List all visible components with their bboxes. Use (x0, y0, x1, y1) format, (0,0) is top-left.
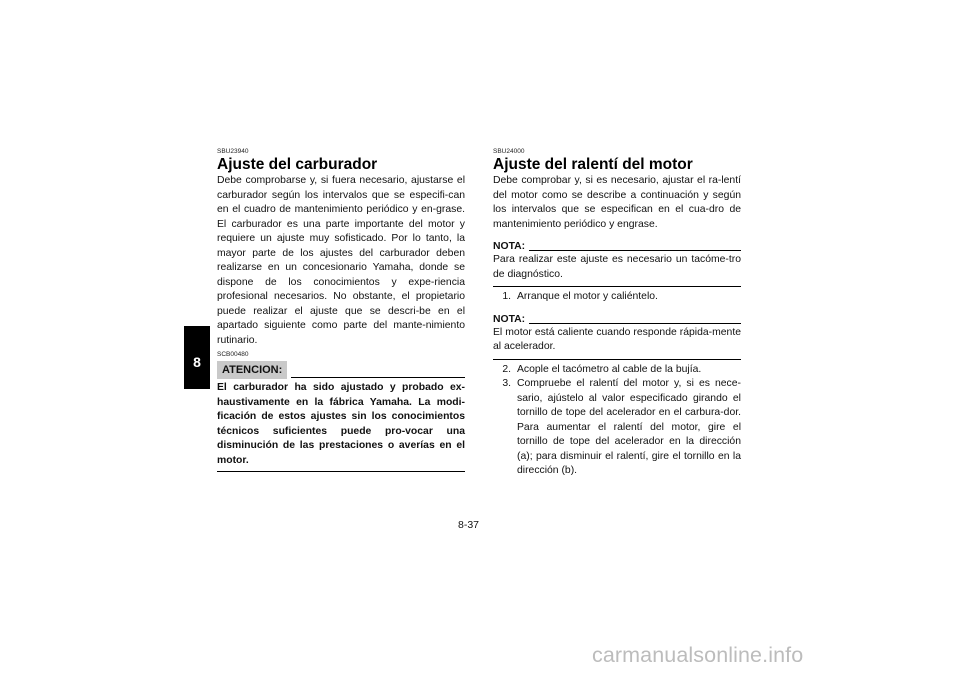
step-number: 1. (502, 291, 511, 302)
section-heading: Ajuste del ralentí del motor (493, 156, 693, 173)
chapter-tab (184, 326, 210, 389)
step-text: Arranque el motor y caliéntelo. (517, 291, 658, 302)
watermark: carmanualsonline.info (592, 643, 804, 667)
step-list (495, 363, 741, 479)
caution-rule (291, 377, 465, 378)
list-item (495, 363, 741, 378)
note-end-rule (493, 359, 741, 360)
note-label: NOTA: (493, 241, 526, 252)
caution-label: ATENCION: (217, 361, 287, 379)
note-header (493, 241, 741, 253)
section-code: SBU23940 (217, 148, 249, 155)
chapter-number: 8 (193, 354, 201, 370)
caution-text: El carburador ha sido ajustado y probado ex-haustivamente en la fábrica Yamaha. La modi-ficación de estos ajustes sin los conocimientos técnicos suficientes puede pro-vocar una disminución de las prestaciones o averías en el motor. (217, 382, 465, 466)
section-heading: Ajuste del carburador (217, 156, 378, 173)
body-paragraph: Debe comprobar y, si es necesario, ajustar el ra-lentí del motor como se describe a continuación y según los intervalos que se especifican en el cua-dro de mantenimiento periódico y engrase. (493, 175, 741, 230)
list-item (495, 377, 741, 479)
note-text: Para realizar este ajuste es necesario un tacóme-tro de diagnóstico. (493, 254, 741, 280)
note-header (493, 314, 741, 326)
page-number: 8-37 (458, 519, 480, 531)
step-list (495, 290, 741, 305)
body-paragraph: Debe comprobarse y, si fuera necesario, ajustarse el carburador según los intervalos que se especifi-can en el cuadro de mantenimiento periódico y en-grase. El carburador es una parte importante del motor y requiere un ajuste muy sofisticado. Por lo tanto, la mayor parte de los ajustes del carburador deben realizarse en un concesionario Yamaha, donde se dispone de los conocimientos y expe-riencia profesional necesarios. No obstante, el propietario puede realizar el ajuste que se descri-be en el apartado siguiente como parte del mante-nimiento rutinario. (217, 175, 465, 346)
step-text: Compruebe el ralentí del motor y, si es nece-sario, ajústelo al valor especificado girando el tornillo de tope del acelerador en el carbura-dor. Para aumentar el ralentí del motor, gire el tornillo de tope del acelerador en la dirección (a); para disminuir el ralentí, gire el tornillo en la dirección (b). (517, 378, 741, 476)
note-end-rule (493, 286, 741, 287)
list-item (495, 290, 741, 305)
step-number: 2. (502, 363, 511, 375)
step-text: Acople el tacómetro al cable de la bujía. (517, 363, 702, 375)
caution-end-rule (217, 471, 465, 472)
note-text: El motor está caliente cuando responde rápida-mente al acelerador. (493, 326, 741, 352)
note-rule (529, 250, 741, 251)
right-column (493, 148, 741, 479)
note-label: NOTA: (493, 313, 526, 325)
section-code: SBU24000 (493, 148, 525, 155)
note-rule (529, 323, 741, 324)
left-column (217, 148, 465, 472)
caution-header (217, 361, 465, 379)
caution-code: SCB00480 (217, 351, 249, 358)
step-number: 3. (502, 378, 511, 389)
